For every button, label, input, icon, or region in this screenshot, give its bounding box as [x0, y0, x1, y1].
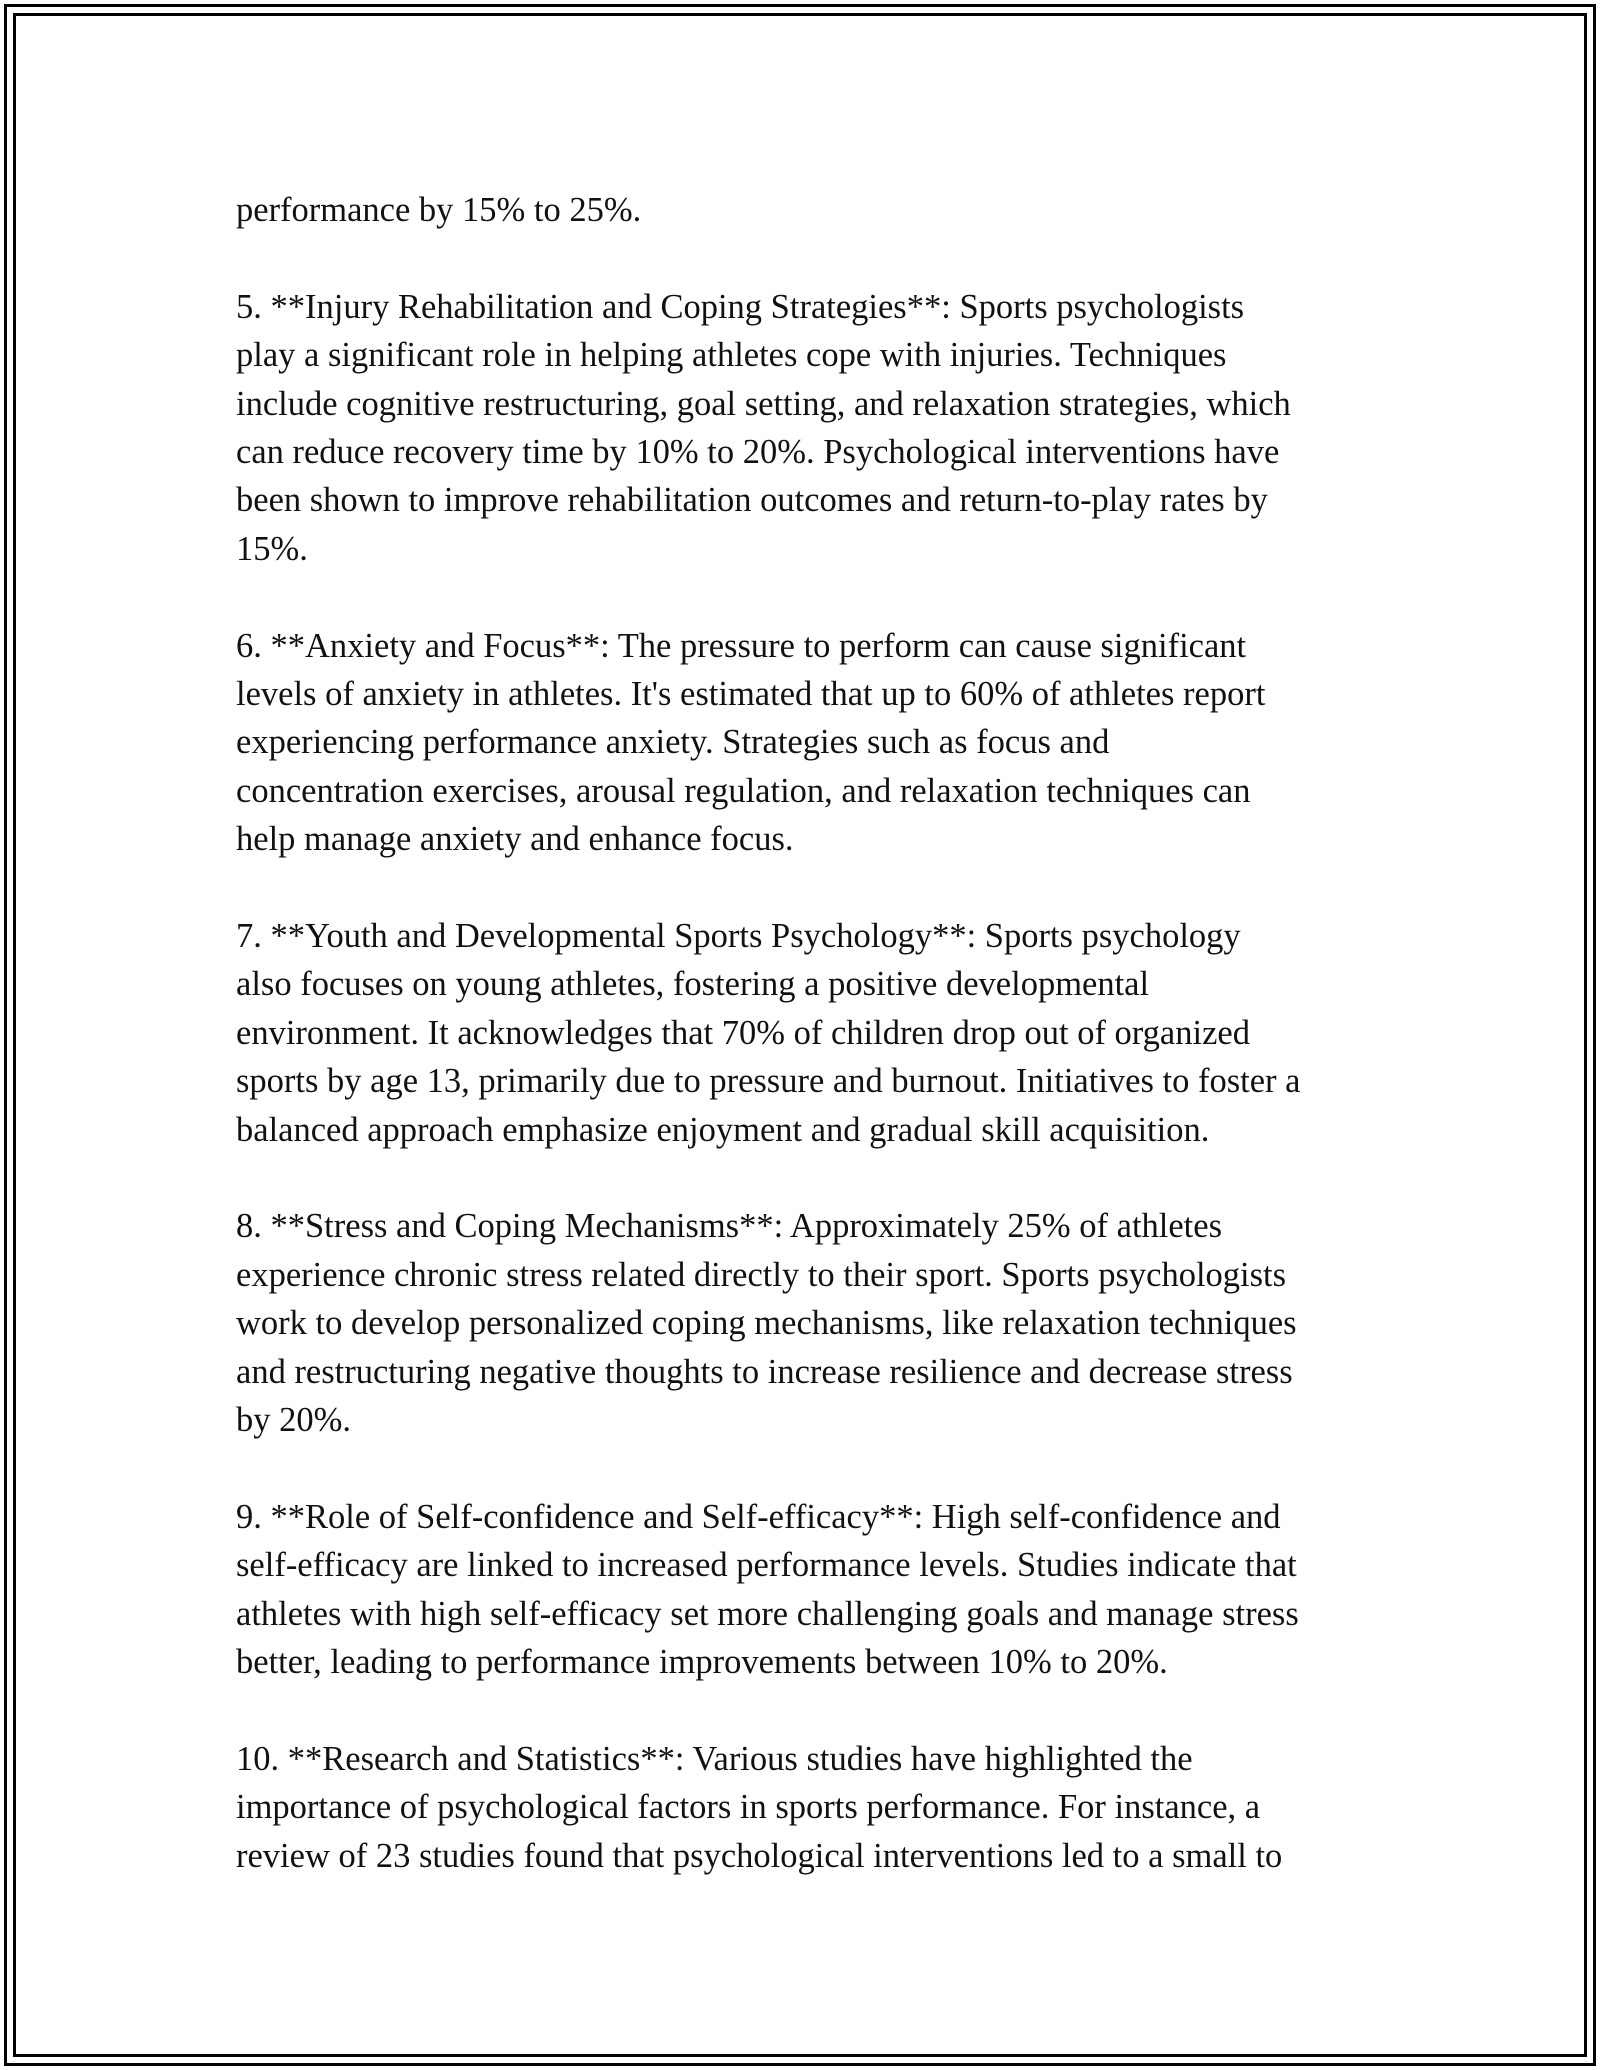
text-line: better, leading to performance improvements between 10% to 20%.	[236, 1643, 1168, 1682]
text-line: concentration exercises, arousal regulation, and relaxation techniques can	[236, 771, 1251, 810]
text-line: review of 23 studies found that psychological interventions led to a small to	[236, 1836, 1283, 1875]
paragraph-item-5	[236, 283, 1386, 573]
paragraph-item-10	[236, 1735, 1386, 1880]
document-body	[236, 186, 1386, 1929]
text-line: been shown to improve rehabilitation outcomes and return-to-play rates by	[236, 481, 1268, 520]
text-line: self-efficacy are linked to increased performance levels. Studies indicate that	[236, 1546, 1297, 1585]
paragraph-item-6	[236, 622, 1386, 864]
text-line: also focuses on young athletes, fostering a positive developmental	[236, 965, 1150, 1004]
text-line: performance by 15% to 25%.	[236, 191, 642, 229]
paragraph-item-8	[236, 1202, 1386, 1444]
text-line: balanced approach emphasize enjoyment and gradual skill acquisition.	[236, 1110, 1210, 1149]
text-line: work to develop personalized coping mechanisms, like relaxation techniques	[236, 1304, 1297, 1343]
paragraph-continuation	[236, 186, 1386, 234]
text-line: by 20%.	[236, 1401, 351, 1440]
text-line: play a significant role in helping athletes cope with injuries. Techniques	[236, 336, 1227, 375]
text-line: experiencing performance anxiety. Strategies such as focus and	[236, 723, 1110, 762]
text-line: 9. **Role of Self-confidence and Self-efficacy**: High self-confidence and	[236, 1497, 1281, 1536]
paragraph-item-9	[236, 1493, 1386, 1687]
text-line: 6. **Anxiety and Focus**: The pressure to perform can cause significant	[236, 626, 1247, 665]
paragraph-item-7	[236, 912, 1386, 1154]
text-line: experience chronic stress related directly to their sport. Sports psychologists	[236, 1255, 1287, 1294]
text-line: 10. **Research and Statistics**: Various studies have highlighted the	[236, 1739, 1193, 1778]
text-line: 7. **Youth and Developmental Sports Psychology**: Sports psychology	[236, 917, 1241, 956]
text-line: can reduce recovery time by 10% to 20%. Psychological interventions have	[236, 433, 1280, 472]
text-line: 15%.	[236, 529, 308, 568]
text-line: importance of psychological factors in sports performance. For instance, a	[236, 1788, 1261, 1827]
text-line: levels of anxiety in athletes. It's estimated that up to 60% of athletes report	[236, 675, 1266, 714]
text-line: 5. **Injury Rehabilitation and Coping Strategies**: Sports psychologists	[236, 287, 1245, 326]
text-line: 8. **Stress and Coping Mechanisms**: Approximately 25% of athletes	[236, 1207, 1222, 1246]
text-line: and restructuring negative thoughts to increase resilience and decrease stress	[236, 1352, 1293, 1391]
text-line: include cognitive restructuring, goal setting, and relaxation strategies, which	[236, 384, 1291, 423]
text-line: environment. It acknowledges that 70% of children drop out of organized	[236, 1013, 1250, 1052]
text-line: help manage anxiety and enhance focus.	[236, 820, 794, 859]
text-line: sports by age 13, primarily due to pressure and burnout. Initiatives to foster a	[236, 1062, 1301, 1101]
text-line: athletes with high self-efficacy set more challenging goals and manage stress	[236, 1594, 1299, 1633]
